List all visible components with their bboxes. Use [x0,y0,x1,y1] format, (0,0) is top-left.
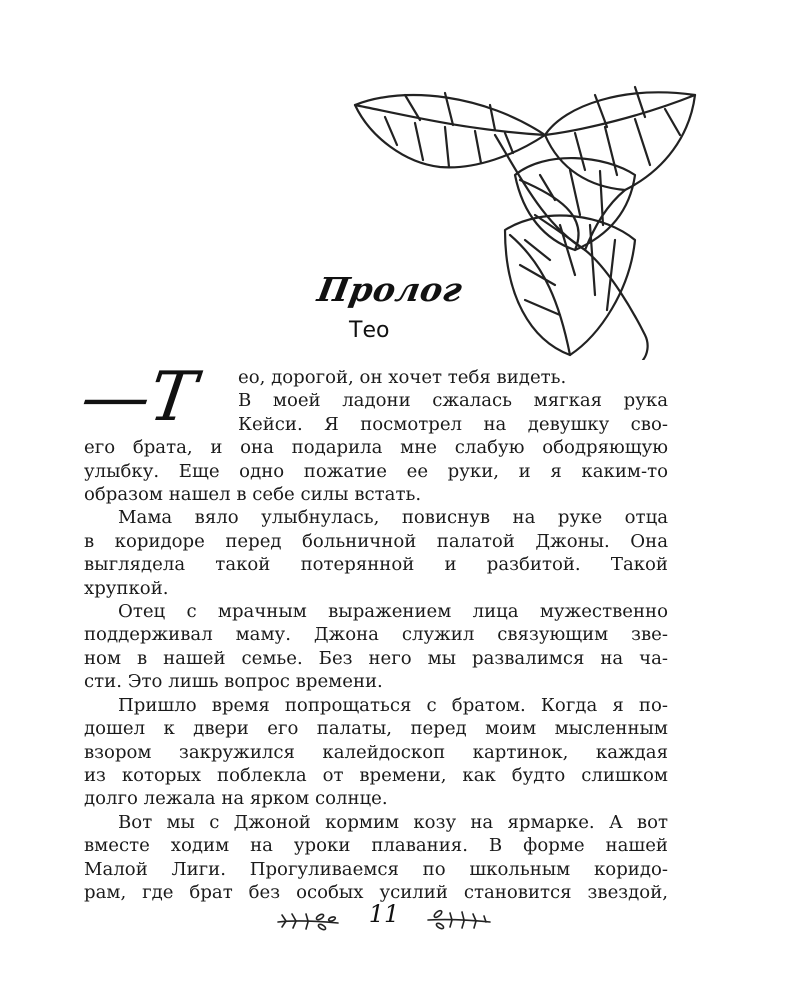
body-text [76,358,668,904]
paragraph-5 [84,811,668,905]
paragraph-line: улыбку. Еще одно пожатие ее руки, и я каким-то [84,460,668,482]
paragraph-line: вместе ходим на уроки плавания. В форме нашей [84,835,668,857]
paragraph-line: ном в нашей семье. Без него мы развалимся на ча- [84,647,668,669]
drop-cap: —Т [76,358,201,437]
paragraph-line: его брата, и она подарила мне слабую ободряющую [84,437,668,459]
paragraph-line: Пришло время попрощаться с братом. Когда я по- [118,694,668,716]
paragraph-1 [76,358,668,506]
paragraph-line: из которых поблекла от времени, как будто слишком [84,764,668,786]
paragraph-line: Мама вяло улыбнулась, повиснув на руке отца [118,507,668,529]
leafy-branch-icon [426,906,492,932]
paragraph-line: долго лежала на ярком солнце. [84,788,388,810]
paragraph-line: В моей ладони сжалась мягкая рука [238,390,668,412]
paragraph-line: взором закружился калейдоскоп картинок, каждая [84,741,668,763]
paragraph-line: Малой Лиги. Прогуливаемся по школьным коридо- [84,858,668,880]
paragraph-line: образом нашел в себе силы встать. [84,484,422,506]
page-number: 11 [368,900,400,928]
paragraph-4 [84,694,668,811]
paragraph-line: дошел к двери его палаты, перед моим мысленным [84,718,668,740]
chapter-title: Пролог [314,270,466,309]
paragraph-3 [84,600,668,694]
paragraph-line: поддерживал маму. Джона служил связующим зве- [84,624,668,646]
leafy-branch-icon [276,910,340,932]
page-footer [276,900,496,936]
paragraph-line: в коридоре перед больничной палатой Джоны. Она [84,530,668,552]
paragraph-line: ео, дорогой, он хочет тебя видеть. [238,367,567,388]
paragraph-line: хрупкой. [84,577,169,599]
paragraph-line: сти. Это лишь вопрос времени. [84,671,383,693]
chapter-subtitle: Тео [349,318,390,343]
paragraph-line: выглядела такой потерянной и разбитой. Такой [84,554,668,576]
paragraph-2 [84,506,668,600]
paragraph-line: Отец с мрачным выражением лица мужественно [118,601,668,623]
paragraph-line: рам, где брат без особых усилий становится звездой, [84,881,668,903]
paragraph-line: Кейси. Я посмотрел на девушку сво- [238,413,668,435]
paragraph-line: Вот мы с Джоной кормим козу на ярмарке. А вот [118,811,668,833]
